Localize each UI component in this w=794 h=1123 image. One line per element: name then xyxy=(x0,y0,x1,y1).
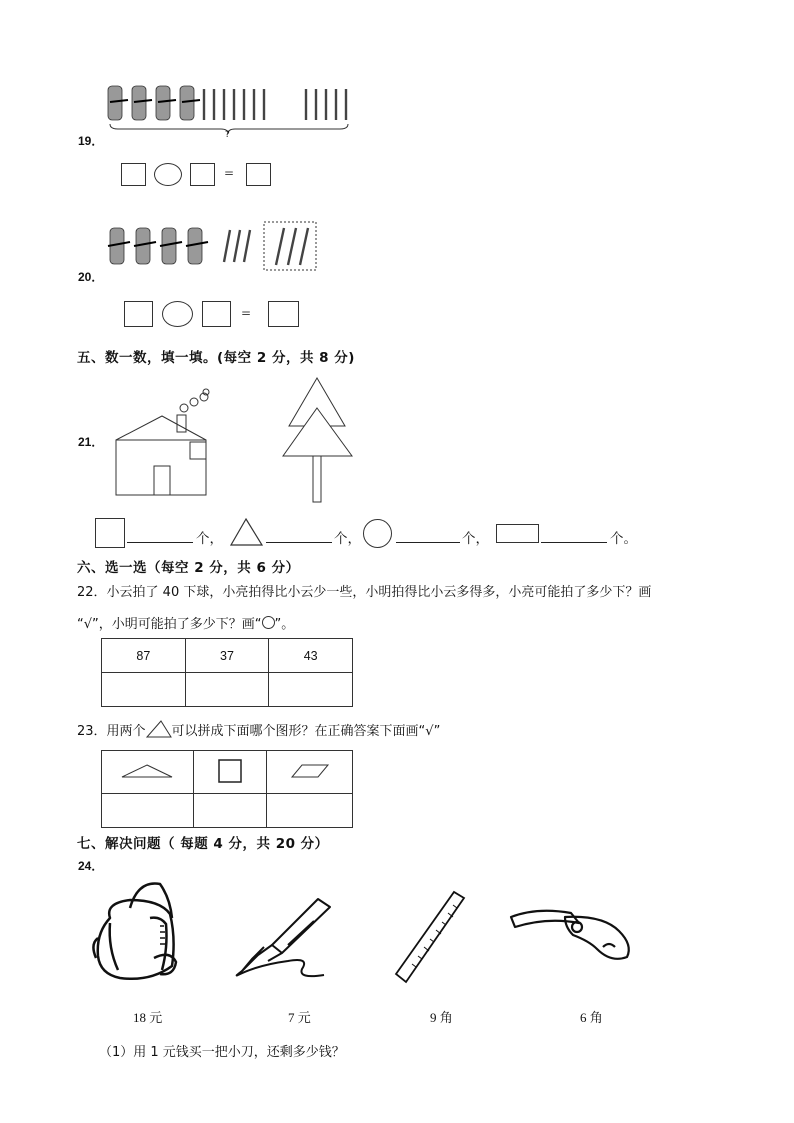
triangle-shape-icon xyxy=(229,517,264,547)
unit-label: 个， xyxy=(334,531,361,547)
answer-cell[interactable] xyxy=(102,794,194,828)
parallelogram-icon xyxy=(290,763,330,779)
unit-label: 个， xyxy=(462,531,489,547)
q20-number: 20． xyxy=(78,270,104,284)
backpack-icon xyxy=(90,878,190,988)
tree-figure xyxy=(280,376,355,504)
q19-number: 19． xyxy=(78,134,104,148)
section-7-heading: 七、解决问题（ 每题 4 分，共 20 分） xyxy=(77,836,329,852)
triangle-inline-icon xyxy=(146,720,172,738)
section-5-heading: 五、数一数，填一填。(每空 2 分，共 8 分) xyxy=(77,350,355,366)
q19-brace-label: ? xyxy=(225,130,230,140)
q20-result-box[interactable] xyxy=(268,301,299,327)
unit-label: 个， xyxy=(196,531,223,547)
square-count-blank[interactable] xyxy=(127,528,193,543)
q22-text-line2-b: ”。 xyxy=(274,617,295,632)
shape-option-cell xyxy=(193,751,267,794)
q23-text xyxy=(77,720,440,739)
pen-price: 7 元 xyxy=(288,1010,311,1025)
q19-answer-box-2[interactable] xyxy=(190,163,215,186)
table-row xyxy=(102,639,353,673)
square-shape-icon xyxy=(95,518,125,548)
shape-option-cell xyxy=(102,751,194,794)
answer-cell[interactable] xyxy=(269,673,353,707)
answer-cell[interactable] xyxy=(193,794,267,828)
q22-text-line1: 22．小云拍了 40 下球，小亮拍得比小云少一些，小明拍得比小云多得多，小亮可能拍了多少下？画 xyxy=(77,585,652,600)
q24-sub-question-1: （1）用 1 元钱买一把小刀，还剩多少钱？ xyxy=(99,1045,345,1060)
q20-answer-box-2[interactable] xyxy=(202,301,231,327)
ruler-icon xyxy=(392,890,467,985)
backpack-price: 18 元 xyxy=(133,1010,163,1025)
circle-count-blank[interactable] xyxy=(396,528,460,543)
q19-operator-circle[interactable] xyxy=(154,163,182,186)
house-figure xyxy=(112,384,212,499)
small-circle-icon xyxy=(262,616,275,629)
q20-answer-box-1[interactable] xyxy=(124,301,153,327)
q19-answer-box-1[interactable] xyxy=(121,163,146,186)
square-option-icon xyxy=(217,758,243,784)
q23-answer-table xyxy=(101,750,353,828)
table-row xyxy=(102,673,353,707)
q20-equals-sign: = xyxy=(241,306,252,320)
answer-cell[interactable] xyxy=(102,673,186,707)
section-6-heading: 六、选一选（每空 2 分，共 6 分） xyxy=(77,560,300,576)
answer-cell[interactable] xyxy=(267,794,353,828)
bundle-icon xyxy=(108,86,200,120)
flat-triangle-icon xyxy=(120,763,174,779)
shape-option-cell xyxy=(267,751,353,794)
pocket-knife-icon xyxy=(507,905,637,970)
q23-text-a: 23．用两个 xyxy=(77,724,146,739)
q22-answer-table xyxy=(101,638,353,707)
q22-text-line2-a: “√”，小明可能拍了多少下？画“ xyxy=(77,617,262,632)
q22-text-line2 xyxy=(77,613,294,632)
q21-number: 21． xyxy=(78,435,104,449)
ruler-price: 9 角 xyxy=(430,1010,453,1025)
triangle-count-blank[interactable] xyxy=(266,528,332,543)
q20-operator-circle[interactable] xyxy=(162,301,193,327)
answer-cell[interactable] xyxy=(185,673,269,707)
q19-equals-sign: = xyxy=(224,166,235,180)
rectangle-count-blank[interactable] xyxy=(541,528,607,543)
knife-price: 6 角 xyxy=(580,1010,603,1025)
table-row xyxy=(102,794,353,828)
rectangle-shape-icon xyxy=(496,524,539,543)
option-cell: 43 xyxy=(269,639,353,673)
q19-result-box[interactable] xyxy=(246,163,271,186)
q23-text-b: 可以拼成下面哪个图形？在正确答案下面画“√” xyxy=(171,724,441,739)
unit-label-last: 个。 xyxy=(610,531,637,547)
circle-shape-icon xyxy=(363,519,392,548)
fountain-pen-icon xyxy=(228,895,338,980)
option-cell: 37 xyxy=(185,639,269,673)
bundle-icon xyxy=(108,228,208,264)
q24-number: 24． xyxy=(78,859,104,873)
table-row xyxy=(102,751,353,794)
q20-bundle-figure xyxy=(106,220,321,275)
option-cell: 87 xyxy=(102,639,186,673)
